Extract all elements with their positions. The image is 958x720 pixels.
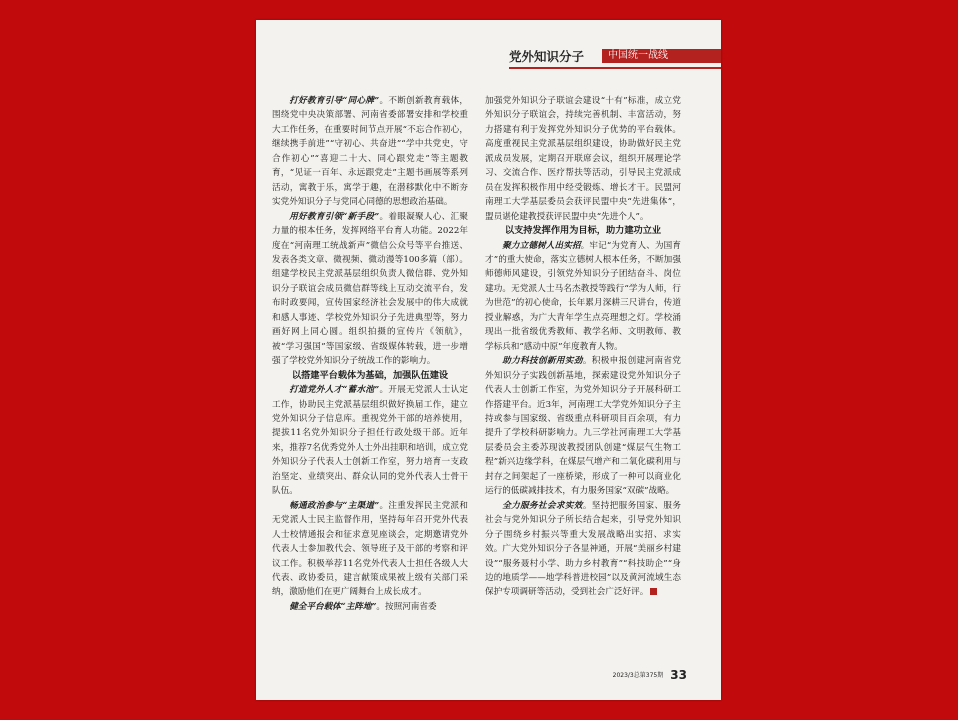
paragraph (272, 600, 468, 614)
paragraph (272, 210, 468, 369)
paragraph (272, 499, 468, 600)
paragraph (485, 94, 681, 224)
section-heading: 以搭建平台载体为基础，加强队伍建设 (291, 369, 449, 381)
paragraph (485, 354, 681, 499)
right-column (485, 94, 681, 600)
paragraph-body: 。按照河南省委 (376, 601, 437, 612)
page-header (509, 48, 721, 68)
page-number: 33 (670, 667, 687, 682)
paragraph (485, 499, 681, 600)
end-mark-icon (650, 588, 657, 595)
paragraph (272, 383, 468, 499)
paragraph-lead: 打造党外人才“蓄水池” (289, 385, 380, 396)
header-rule (509, 67, 721, 69)
paragraph-body: 加强党外知识分子联谊会建设“十有”标准，成立党外知识分子联谊会，持续完善机制、丰富活动，努力搭建有利于发挥党外知识分子优势的平台载体。高度重视民主党派基层组织建设，协助做好民主党派成员发展，定期召开联席会议，组织开展理论学习、交流合作、医疗帮扶等活动，引导民主党派成员在发挥积极作用中经受锻炼、增长才干。民盟河南理工大学基层委员会获评民盟中央“先进集体”，盟员谌伦建教授获评民盟中央“先进个人”。 (485, 96, 681, 222)
paragraph-lead: 健全平台载体“主阵地” (289, 601, 377, 612)
publication-tag: 中国统一战线 (602, 49, 721, 63)
paragraph-body: 。牢记“为党育人、为国育才”的重大使命，落实立德树人根本任务，不断加强师德师风建设，引领党外知识分子团结奋斗、岗位建功。无党派人士马名杰教授等践行“学为人师，行为世范”的初心使命，长年累月深耕三尺讲台，传道授业解惑，为广大青年学生点亮理想之灯。学校涌现出一批省级优秀教师、教学名师、文明教师、教学标兵和“感动中原”年度教育人物。 (485, 240, 681, 352)
magazine-page (256, 20, 721, 700)
paragraph (485, 239, 681, 355)
paragraph-body: 。积极申报创建河南省党外知识分子实践创新基地，探索建设党外知识分子代表人士创新工作室，为党外知识分子开展科研工作搭建平台。近3年，河南理工大学党外知识分子主持或参与国家级、省级重点科研项目百余项，有力提升了学校科研影响力。九三学社河南理工大学基层委员会主委苏现波教授团队创建“煤层气生物工程”新兴边缘学科，在煤层气增产和二氧化碳利用与封存之间架起了一座桥梁，形成了一种可以商业化运行的低碳减排技术，有力服务国家“双碳”战略。 (485, 356, 681, 497)
paragraph-lead: 聚力立德树人出实招 (502, 240, 581, 251)
paragraph-body: 。着眼凝聚人心、汇聚力量的根本任务，发挥网络平台育人功能。2022年度在“河南理工统战新声”微信公众号等平台推送、发表各类文章、微视频、微动漫等100多篇（部）。组建学校民主党派基层组织负责人微信群、党外知识分子联谊会成员微信群等线上互动交流平台，发布时政要闻，宣传国家经济社会发展中的伟大成就和感人事迹、学校党外知识分子先进典型等，努力画好网上同心圆。组织拍摄的宣传片《领航》，被“学习强国”等国家级、省级媒体转载，进一步增强了学校党外知识分子统战工作的影响力。 (272, 211, 468, 367)
paragraph-body: 。不断创新教育载体，围绕党中央决策部署、河南省委部署安排和学校重大工作任务，在重要时间节点开展“不忘合作初心，继续携手前进”“守初心、共奋进”“学中共党史，守合作初心”“喜迎二十大、同心跟党走”等主题教育，“见证一百年、永远跟党走”主题书画展等系列活动，寓教于乐，寓学于趣，在潜移默化中不断夯实党外知识分子与党同心同德的思想政治基础。 (272, 96, 468, 208)
paragraph-lead: 全力服务社会求实效 (502, 500, 583, 511)
paragraph-body: 。开展无党派人士认定工作，协助民主党派基层组织做好换届工作，建立党外知识分子信息库。重视党外干部的培养使用，提拔11名党外知识分子担任行政处级干部。近年来，推荐7名优秀党外人士外出挂职和培训，成立党外知识分子代表人士创新工作室，努力培育一支政治坚定、业绩突出、群众认同的党外代表人士骨干队伍。 (272, 385, 468, 497)
section-title: 党外知识分子 (509, 49, 585, 64)
paragraph-lead: 畅通政治参与“主渠道” (289, 500, 380, 511)
left-column (272, 94, 468, 614)
paragraph-lead: 打好教育引导“同心牌” (289, 96, 380, 106)
issue-label: 2023/3总第375期 (612, 672, 664, 679)
paragraph-lead: 用好教育引领“新手段” (289, 211, 380, 222)
paragraph (272, 94, 468, 210)
section-heading: 以支持发挥作用为目标，助力建功立业 (504, 225, 662, 237)
paragraph-body: 。坚持把服务国家、服务社会与党外知识分子所长结合起来，引导党外知识分子围绕乡村振兴等重大发展战略出实招、求实效。广大党外知识分子各显神通，开展“美丽乡村建设”“服务聂村小学、助力乡村教育”“科技助企”“身边的地质学——地学科普进校园”以及黄河流域生态保护专项调研等活动，受到社会广泛好评。 (485, 500, 681, 598)
page-footer (613, 664, 687, 680)
paragraph-lead: 助力科技创新用实劲 (502, 356, 583, 367)
paragraph-body: 。注重发挥民主党派和无党派人士民主监督作用，坚持每年召开党外代表人士校情通报会和征求意见座谈会，定期邀请党外代表人士参加教代会、领导班子及干部的考察和评议工作。积极举荐11名党外代表人士担任各级人大代表、政协委员，建言献策成果被上级有关部门采纳，激励他们在更广阔舞台上成长成才。 (272, 500, 468, 598)
